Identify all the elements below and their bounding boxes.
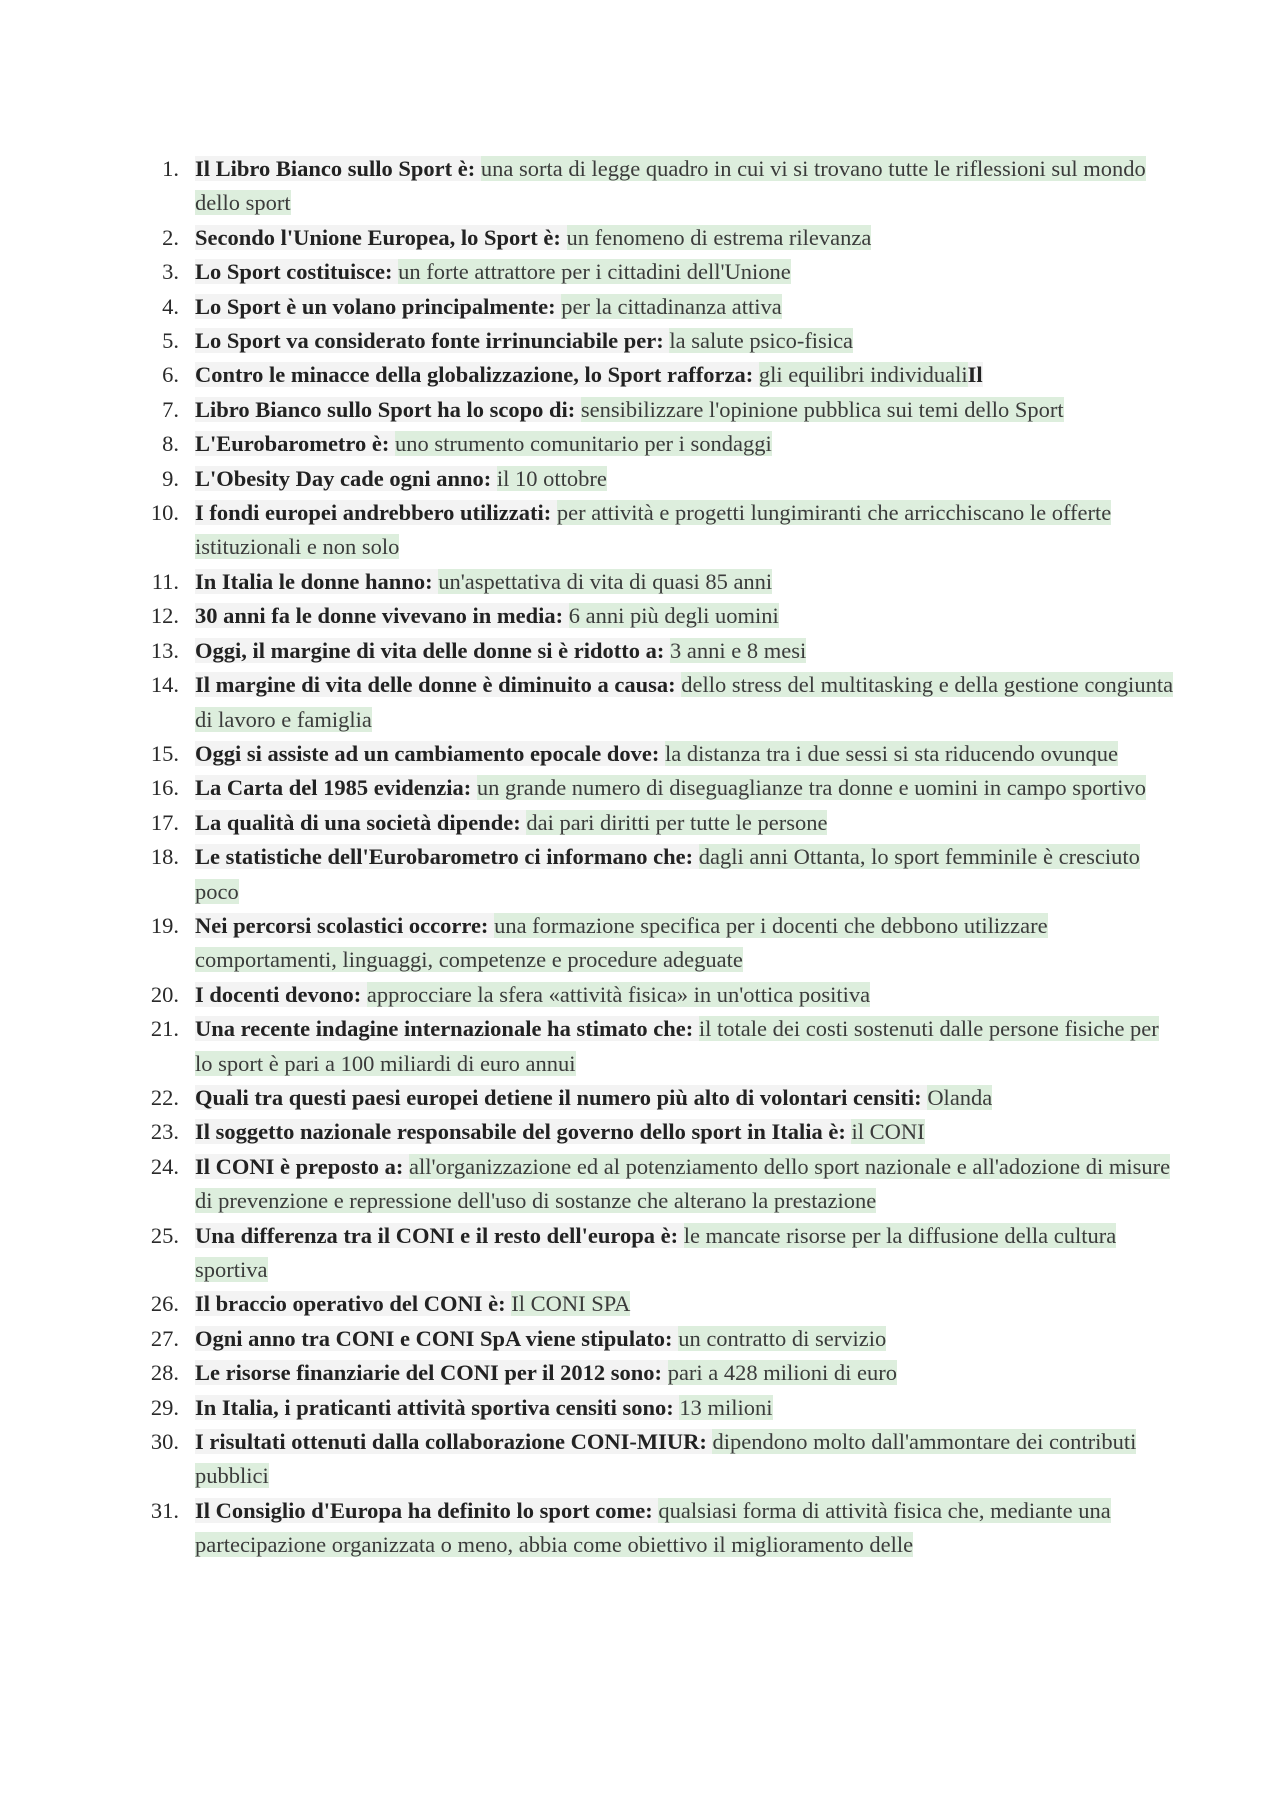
item-text xyxy=(187,462,1180,496)
answer-text: sensibilizzare l'opinione pubblica sui temi dello Sport xyxy=(580,396,1064,422)
question-text: Lo Sport va considerato fonte irrinunciabile per: xyxy=(195,328,664,354)
item-number: 6. xyxy=(162,362,179,388)
question-text: Una recente indagine internazionale ha stimato che: xyxy=(195,1016,694,1042)
item-text xyxy=(187,1012,1180,1081)
list-item xyxy=(130,978,1180,1012)
list-item xyxy=(130,1115,1180,1149)
answer-text: qualsiasi forma di attività fisica che, mediante una partecipazione organizzata o meno, abbia come obiettivo il miglioramento delle xyxy=(195,1497,1111,1558)
item-number: 16. xyxy=(150,775,179,801)
item-text xyxy=(187,1219,1180,1288)
item-number: 3. xyxy=(162,259,179,285)
list-item xyxy=(130,1150,1180,1219)
answer-text: un'aspettativa di vita di quasi 85 anni xyxy=(438,568,773,594)
list-item xyxy=(130,358,1180,392)
item-text xyxy=(187,1391,1180,1425)
question-text: Il Consiglio d'Europa ha definito lo sport come: xyxy=(195,1497,653,1523)
question-text: Libro Bianco sullo Sport ha lo scopo di: xyxy=(195,396,576,422)
item-text xyxy=(187,978,1180,1012)
question-text: L'Obesity Day cade ogni anno: xyxy=(195,465,492,491)
item-number: 21. xyxy=(150,1016,179,1042)
list-item xyxy=(130,634,1180,668)
item-number: 11. xyxy=(151,568,179,594)
answer-text: gli equilibri individuali xyxy=(758,362,968,388)
list-item xyxy=(130,1012,1180,1081)
item-number: 19. xyxy=(150,912,179,938)
item-number: 24. xyxy=(150,1153,179,1179)
question-text: Il CONI è preposto a: xyxy=(195,1153,404,1179)
question-text: Il Libro Bianco sullo Sport è: xyxy=(195,156,476,181)
item-text xyxy=(187,806,1180,840)
list-item xyxy=(130,255,1180,289)
question-text: Nei percorsi scolastici occorre: xyxy=(195,912,489,938)
item-text xyxy=(187,565,1180,599)
item-number: 27. xyxy=(150,1325,179,1351)
item-number: 14. xyxy=(150,672,179,698)
question-text: Le risorse finanziarie del CONI per il 2012 sono: xyxy=(195,1360,663,1386)
answer-text: dagli anni Ottanta, lo sport femminile è cresciuto poco xyxy=(195,844,1140,904)
question-text: La Carta del 1985 evidenzia: xyxy=(195,775,472,801)
question-text: Una differenza tra il CONI e il resto dell'europa è: xyxy=(195,1222,679,1248)
item-text xyxy=(187,668,1180,737)
item-number: 8. xyxy=(162,431,179,457)
item-text xyxy=(187,393,1180,427)
list-item xyxy=(130,1494,1180,1563)
list-item xyxy=(130,1356,1180,1390)
item-text xyxy=(187,737,1180,771)
item-text xyxy=(187,1494,1180,1563)
list-item xyxy=(130,565,1180,599)
answer-text: il totale dei costi sostenuti dalle persone fisiche per lo sport è pari a 100 miliardi di euro annui xyxy=(195,1016,1159,1076)
list-item xyxy=(130,909,1180,978)
item-number: 30. xyxy=(150,1429,179,1455)
question-text: Il soggetto nazionale responsabile del governo dello sport in Italia è: xyxy=(195,1119,846,1145)
answer-text: dello stress del multitasking e della gestione congiunta di lavoro e famiglia xyxy=(195,672,1174,732)
list-item xyxy=(130,1287,1180,1321)
question-text: Lo Sport è un volano principalmente: xyxy=(195,293,556,319)
item-number: 28. xyxy=(150,1360,179,1386)
list-item xyxy=(130,1081,1180,1115)
item-number: 12. xyxy=(150,603,179,629)
list-item xyxy=(130,737,1180,771)
item-text xyxy=(187,1287,1180,1321)
item-number: 7. xyxy=(162,396,179,422)
list-item xyxy=(130,840,1180,909)
question-text: I fondi europei andrebbero utilizzati: xyxy=(195,500,552,526)
answer-text: 6 anni più degli uomini xyxy=(568,603,779,629)
answer-text: 3 anni e 8 mesi xyxy=(669,637,807,663)
answer-text: il CONI xyxy=(851,1119,925,1145)
item-number: 5. xyxy=(162,328,179,354)
question-text: La qualità di una società dipende: xyxy=(195,809,521,835)
item-text xyxy=(187,909,1180,978)
answer-text: un forte attrattore per i cittadini dell'Unione xyxy=(398,259,791,285)
answer-text: uno strumento comunitario per i sondaggi xyxy=(394,431,772,457)
item-number: 22. xyxy=(150,1084,179,1110)
list-item xyxy=(130,427,1180,461)
answer-text: la salute psico-fisica xyxy=(669,328,854,354)
answer-text: approcciare la sfera «attività fisica» in un'ottica positiva xyxy=(366,981,871,1007)
answer-text: dipendono molto dall'ammontare dei contributi pubblici xyxy=(195,1429,1137,1489)
item-text xyxy=(187,427,1180,461)
item-text xyxy=(187,1115,1180,1149)
question-text: In Italia le donne hanno: xyxy=(195,568,433,594)
item-number: 25. xyxy=(150,1222,179,1248)
item-number: 13. xyxy=(150,637,179,663)
question-text: L'Eurobarometro è: xyxy=(195,431,390,457)
item-text xyxy=(187,255,1180,289)
item-text xyxy=(187,1322,1180,1356)
answer-text: il 10 ottobre xyxy=(496,465,607,491)
item-number: 4. xyxy=(162,293,179,319)
question-text: Oggi, il margine di vita delle donne si è ridotto a: xyxy=(195,637,665,663)
item-number: 1. xyxy=(162,156,179,181)
item-text xyxy=(187,634,1180,668)
item-text xyxy=(187,1356,1180,1390)
question-text: I docenti devono: xyxy=(195,981,362,1007)
item-text xyxy=(187,599,1180,633)
question-answer-list xyxy=(130,152,1180,1563)
list-item xyxy=(130,1425,1180,1494)
answer-text: Il CONI SPA xyxy=(511,1291,631,1317)
list-item xyxy=(130,668,1180,737)
item-number: 31. xyxy=(150,1497,179,1523)
answer-text: un fenomeno di estrema rilevanza xyxy=(566,224,872,250)
question-text: 30 anni fa le donne vivevano in media: xyxy=(195,603,564,629)
item-text xyxy=(187,290,1180,324)
item-number: 15. xyxy=(150,740,179,766)
question-text: Lo Sport costituisce: xyxy=(195,259,393,285)
answer-text: un grande numero di diseguaglianze tra donne e uomini in campo sportivo xyxy=(476,775,1147,801)
question-text: Il braccio operativo del CONI è: xyxy=(195,1291,506,1317)
item-text xyxy=(187,1081,1180,1115)
answer-text: dai pari diritti per tutte le persone xyxy=(526,809,828,835)
item-number: 18. xyxy=(150,844,179,870)
answer-text: la distanza tra i due sessi si sta riducendo ovunque xyxy=(665,740,1119,766)
question-text: Quali tra questi paesi europei detiene il numero più alto di volontari censiti: xyxy=(195,1084,922,1110)
item-number: 10. xyxy=(150,500,179,526)
item-number: 23. xyxy=(150,1119,179,1145)
question-text: Oggi si assiste ad un cambiamento epocale dove: xyxy=(195,740,660,766)
answer-text: un contratto di servizio xyxy=(678,1325,887,1351)
list-item xyxy=(130,806,1180,840)
trailing-text: Il xyxy=(967,362,983,388)
item-text xyxy=(187,771,1180,805)
item-text xyxy=(187,221,1180,255)
question-text: Contro le minacce della globalizzazione, lo Sport rafforza: xyxy=(195,362,754,388)
answer-text: Olanda xyxy=(927,1084,993,1110)
answer-text: 13 milioni xyxy=(679,1394,773,1420)
list-item xyxy=(130,1219,1180,1288)
item-text xyxy=(187,496,1180,565)
list-item xyxy=(130,496,1180,565)
list-item xyxy=(130,599,1180,633)
list-item xyxy=(130,290,1180,324)
list-item xyxy=(130,221,1180,255)
question-text: Le statistiche dell'Eurobarometro ci informano che: xyxy=(195,844,694,870)
item-text xyxy=(187,840,1180,909)
item-number: 20. xyxy=(150,981,179,1007)
question-text: In Italia, i praticanti attività sportiva censiti sono: xyxy=(195,1394,674,1420)
item-text xyxy=(187,1425,1180,1494)
question-text: Secondo l'Unione Europea, lo Sport è: xyxy=(195,224,561,250)
list-item xyxy=(130,1322,1180,1356)
question-text: I risultati ottenuti dalla collaborazione CONI-MIUR: xyxy=(195,1429,707,1455)
item-text xyxy=(187,1150,1180,1219)
item-number: 26. xyxy=(150,1291,179,1317)
list-item xyxy=(130,324,1180,358)
answer-text: una sorta di legge quadro in cui vi si trovano tutte le riflessioni sul mondo dello sport xyxy=(195,156,1146,216)
item-text xyxy=(187,358,1180,392)
list-item xyxy=(130,462,1180,496)
item-number: 2. xyxy=(162,224,179,250)
list-item xyxy=(130,393,1180,427)
answer-text: pari a 428 milioni di euro xyxy=(667,1360,898,1386)
answer-text: le mancate risorse per la diffusione della cultura sportiva xyxy=(195,1222,1117,1282)
item-number: 9. xyxy=(162,465,179,491)
item-text xyxy=(187,152,1180,221)
answer-text: per la cittadinanza attiva xyxy=(561,293,782,319)
list-item xyxy=(130,152,1180,221)
item-text xyxy=(187,324,1180,358)
item-number: 17. xyxy=(150,809,179,835)
question-text: Il margine di vita delle donne è diminuito a causa: xyxy=(195,672,676,698)
item-number: 29. xyxy=(150,1394,179,1420)
list-item xyxy=(130,771,1180,805)
answer-text: per attività e progetti lungimiranti che arricchiscano le offerte istituzionali e non solo xyxy=(195,500,1112,560)
question-text: Ogni anno tra CONI e CONI SpA viene stipulato: xyxy=(195,1325,673,1351)
answer-text: una formazione specifica per i docenti che debbono utilizzare comportamenti, linguaggi, competenze e procedure adeguate xyxy=(195,912,1048,973)
list-item xyxy=(130,1391,1180,1425)
answer-text: all'organizzazione ed al potenziamento dello sport nazionale e all'adozione di misure di prevenzione e repressione dell'uso di sostanze che alterano la prestazione xyxy=(195,1153,1171,1214)
